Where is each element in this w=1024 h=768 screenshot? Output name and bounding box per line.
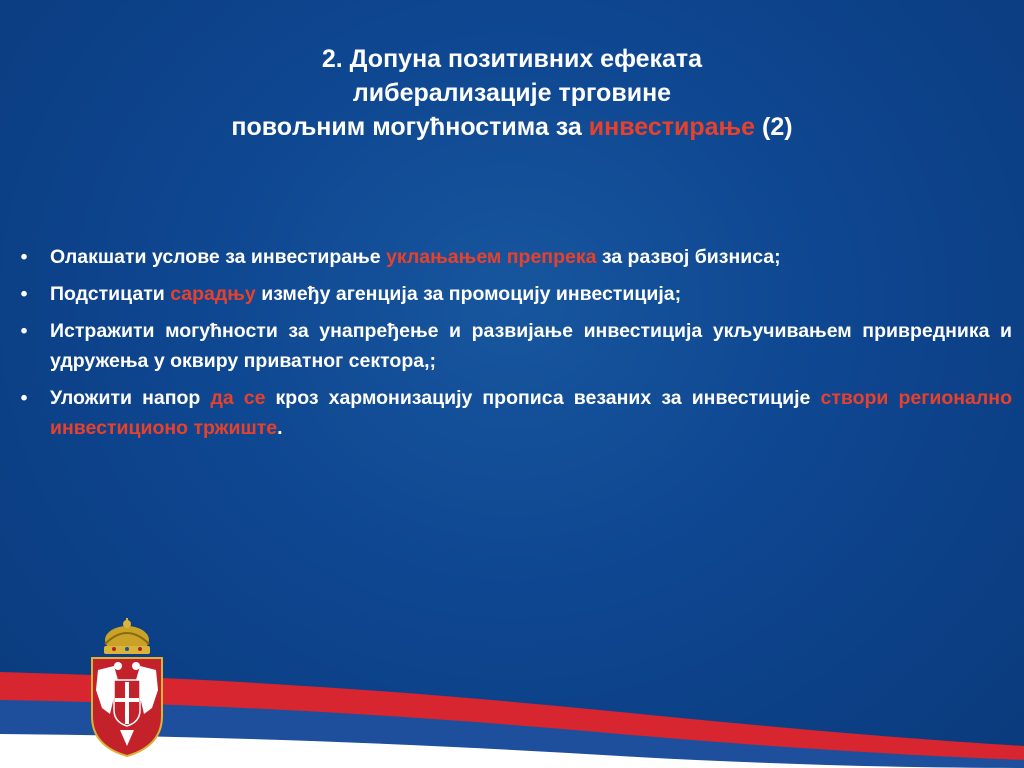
bullet-marker: • bbox=[20, 283, 28, 305]
bullet-item bbox=[14, 316, 1012, 376]
serbian-coat-of-arms-icon bbox=[84, 618, 170, 758]
title-line-3-prefix: повољним могућностима за bbox=[231, 113, 589, 141]
bullet-marker: • bbox=[20, 320, 28, 342]
bullet-text: Истражити могућности за унапређење и развијање инвестиција укључивањем привредника и удружења у оквиру приватног сектора,; bbox=[50, 320, 1012, 372]
crown-icon bbox=[104, 618, 150, 654]
bullet-item bbox=[14, 383, 1012, 443]
bullet-item bbox=[14, 242, 1012, 272]
title-line-2: либерализације трговине bbox=[352, 79, 672, 107]
bullet-list bbox=[14, 242, 1012, 450]
bullet-text: између агенција за промоцију инвестиција; bbox=[255, 283, 682, 305]
bullet-text: за развој бизниса; bbox=[596, 246, 781, 268]
title-line-1: 2. Допуна позитивних ефеката bbox=[321, 45, 703, 73]
bullet-highlight: да се bbox=[210, 387, 266, 409]
title-highlight: инвестирање bbox=[588, 113, 756, 141]
bullet-item bbox=[14, 279, 1012, 309]
bullet-text: Уложити напор bbox=[50, 387, 211, 409]
slide-title bbox=[100, 42, 924, 144]
title-line-3-suffix: (2) bbox=[755, 113, 793, 141]
bullet-text: . bbox=[277, 417, 283, 439]
bullet-highlight: сарадњу bbox=[170, 283, 256, 305]
bullet-text: кроз хармонизацију прописа везаних за инвестиције bbox=[265, 387, 821, 409]
bullet-marker: • bbox=[20, 387, 28, 409]
bullet-text: Подстицати bbox=[50, 283, 171, 305]
bullet-text: Олакшати услове за инвестирање bbox=[50, 246, 387, 268]
bullet-highlight: уклањањем препрека bbox=[386, 246, 597, 268]
title-line-3 bbox=[100, 110, 924, 144]
bullet-marker: • bbox=[20, 246, 28, 268]
bullet-highlight: створи регионално инвестиционо тржиште bbox=[50, 387, 1012, 439]
